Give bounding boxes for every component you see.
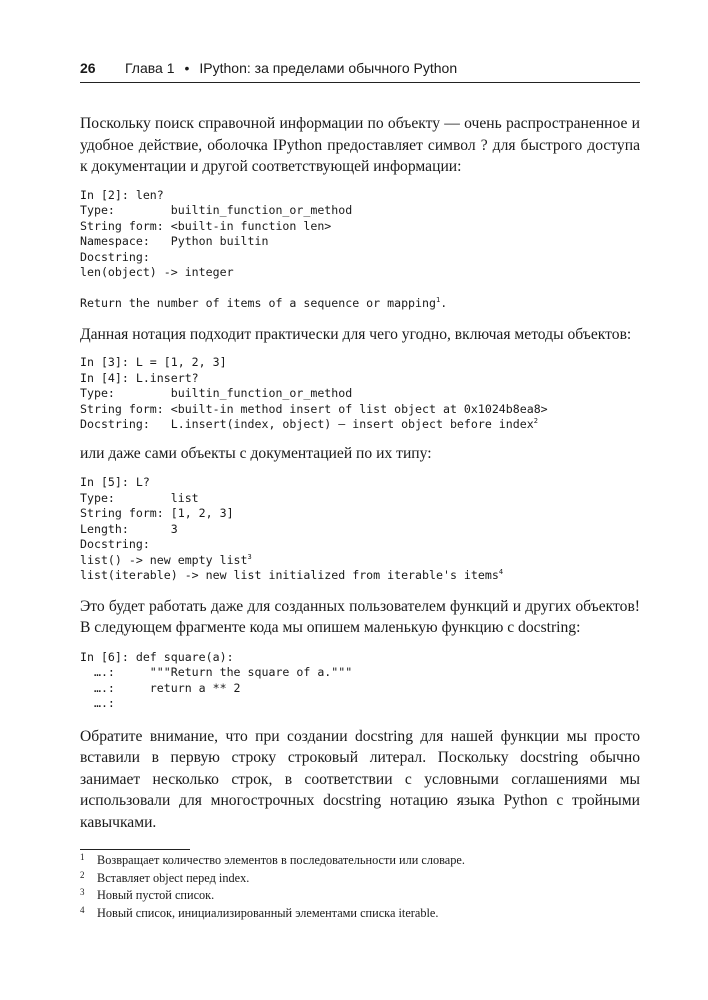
footnote-number: 2 — [80, 869, 85, 880]
code-block-list — [80, 475, 640, 584]
code-line: ….: """Return the square of a.""" — [80, 665, 353, 679]
paragraph-2: Данная нотация подходит практически для чего угодно, включая методы объектов: — [80, 325, 632, 343]
page-number: 26 — [80, 60, 96, 76]
running-header — [80, 60, 640, 83]
paragraph-4: Это будет работать даже для созданных пользователем функций и других объектов! В следующем фрагменте кода мы опишем маленькую функцию с docstring: — [80, 597, 640, 636]
code-line: In [2]: len? — [80, 187, 164, 202]
footnotes — [80, 852, 640, 922]
code-line: Docstring: — [80, 249, 150, 264]
code-line: Type: list — [80, 490, 199, 505]
footnote-text: Вставляет object перед index. — [97, 870, 250, 885]
footnote-text: Новый список, инициализированный элементами списка iterable. — [97, 905, 439, 920]
footnote-ref: 4 — [498, 568, 504, 577]
code-line: ….: return a ** 2 — [80, 680, 241, 695]
book-page — [80, 60, 640, 922]
footnote-text: Возвращает количество элементов в последовательности или словаре. — [97, 853, 465, 867]
footnote-item — [80, 852, 640, 870]
code-line: Type: builtin_function_or_method — [80, 203, 353, 217]
code-line: String form: <built-in function len> — [80, 218, 332, 233]
footnote-item — [80, 870, 640, 888]
code-line: String form: <built-in method insert of list object at 0x1024b8ea8> — [80, 401, 548, 416]
code-line: len(object) -> integer — [80, 265, 234, 279]
code-line: Docstring: — [80, 537, 150, 551]
code-line: String form: [1, 2, 3] — [80, 506, 234, 520]
code-line: ….: — [80, 696, 115, 710]
code-line: list(iterable) -> new list initialized from iterable's items — [80, 568, 499, 582]
code-line: Namespace: Python builtin — [80, 234, 269, 248]
footnote-ref: 3 — [247, 552, 252, 561]
code-line: In [4]: L.insert? — [80, 370, 199, 385]
code-block-len: In [2]: len? Type: builtin_function_or_method String form: <built-in function len> Namespace: Python builtin Docstring: len(object) -> integer Return the number of items of a sequence or mapping$^1$. — [80, 187, 448, 310]
paragraph-5: Обратите внимание, что при создании docstring для нашей функции мы просто вставили в первую строку строковый литерал. Поскольку docstring обычно занимает несколько строк, в соответствии с условными соглашениями мы использовали для многострочных docstring нотацию языка Python с тройными кавычками. — [80, 727, 640, 831]
code-line: list() -> new empty list — [80, 552, 248, 567]
code-line: In [6]: def square(a): — [80, 649, 234, 664]
chapter-title: IPython: за пределами обычного Python — [199, 60, 458, 76]
code-line: Type: builtin_function_or_method — [80, 386, 353, 400]
code-line: Length: 3 — [80, 521, 178, 536]
footnote-number: 3 — [80, 887, 85, 897]
chapter-label: Глава 1 — [125, 60, 175, 76]
code-line: In [3]: L = [1, 2, 3] — [80, 355, 227, 369]
code-block-square — [80, 650, 640, 712]
footnote-item — [80, 887, 640, 905]
code-line: Docstring: L.insert(index, object) – insert object before index — [80, 417, 534, 431]
header-bullet: • — [184, 60, 190, 76]
paragraph-1: Поскольку поиск справочной информации по объекту — очень распространенное и удобное действие, оболочка IPython предоставляет символ ? для быстрого доступа к документации и другой соответствующей информации: — [80, 115, 640, 175]
footnote-number: 4 — [80, 904, 85, 915]
footnote-item — [80, 905, 640, 923]
footnote-text: Новый пустой список. — [97, 888, 215, 902]
paragraph-3: или даже сами объекты с документацией по их типу: — [80, 444, 432, 462]
footnote-ref: 2 — [533, 417, 538, 426]
code-block-insert — [80, 355, 640, 433]
footnote-ref: 1 — [435, 296, 441, 305]
footnote-number: 1 — [80, 852, 85, 862]
code-line: In [5]: L? — [80, 475, 150, 489]
code-line: Return the number of items of a sequence or mapping — [80, 296, 436, 310]
